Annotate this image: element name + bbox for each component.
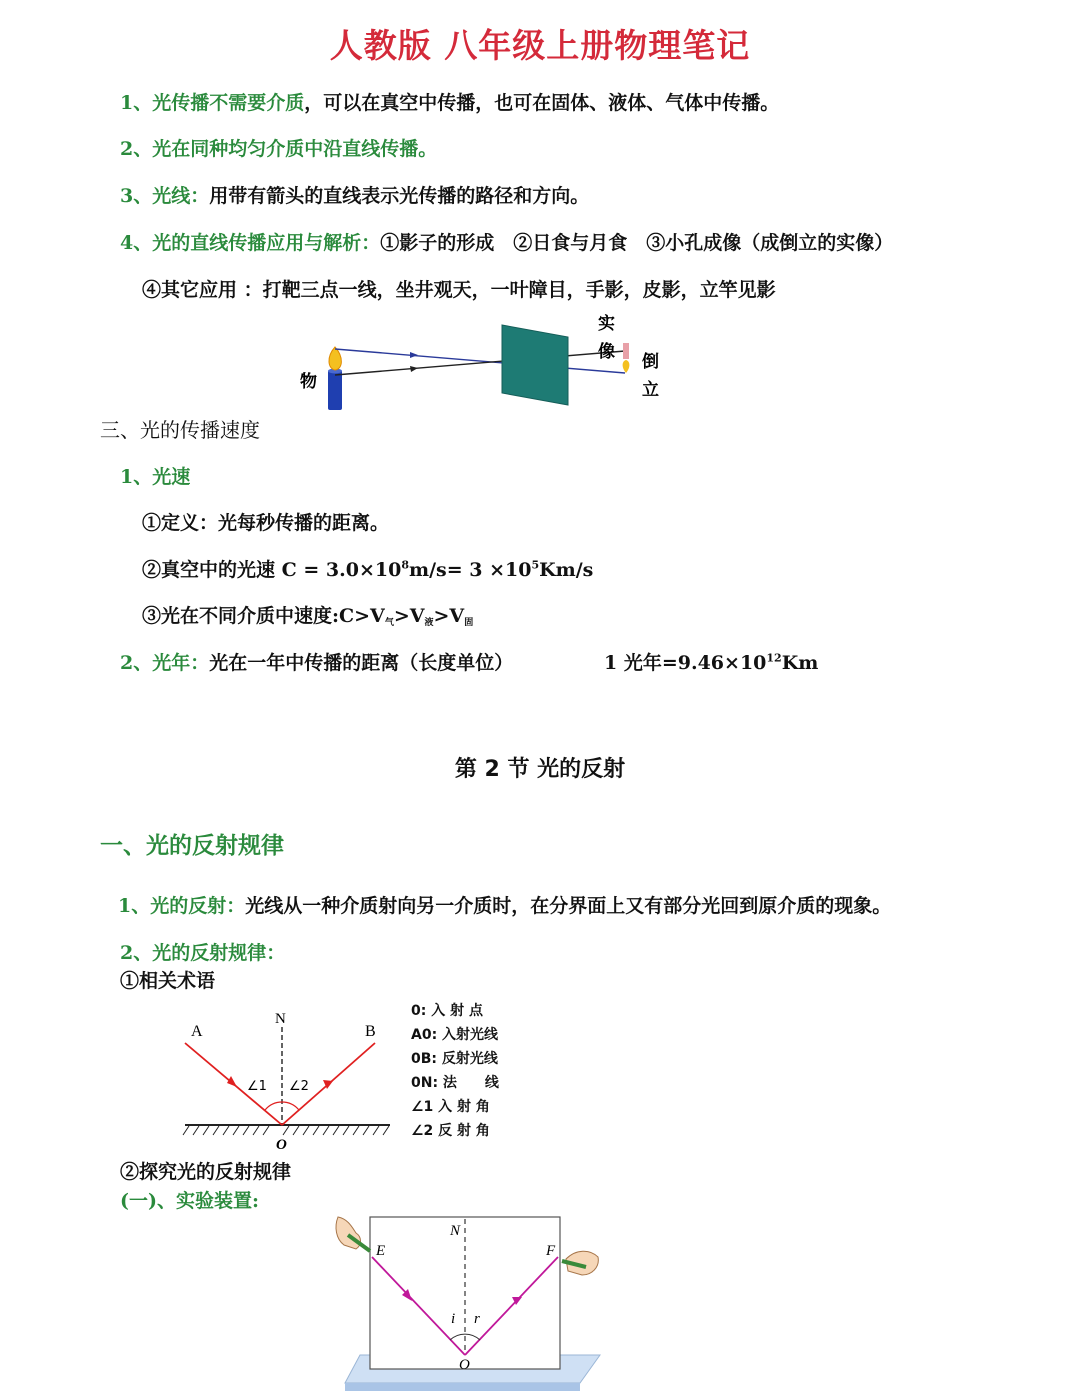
pinhole-diagram <box>290 305 690 425</box>
vacuum-exp1: 8 <box>401 558 409 572</box>
candle-body <box>328 370 342 410</box>
item-2 <box>120 134 437 161</box>
speed-head: 1、光速 <box>120 466 191 488</box>
legend-5: ∠2 反 射 角 <box>411 1123 490 1139</box>
legend-3: 0N: 法 线 <box>411 1075 499 1091</box>
item-4-body: ①影子的形成 ②日食与月食 ③小孔成像（成倒立的实像） <box>380 232 894 254</box>
inverted-label-2: 立 <box>642 380 659 400</box>
speed-media <box>142 601 473 628</box>
media-gt1: >V <box>393 605 425 627</box>
reflection-heading: 一、光的反射规律 <box>100 833 284 859</box>
incident-arrow <box>227 1076 237 1087</box>
reflection-def-body: 光线从一种介质射向另一介质时，在分界面上又有部分光回到原介质的现象。 <box>245 895 892 917</box>
speed-vacuum <box>142 555 593 582</box>
label-angle2: ∠2 <box>289 1079 309 1094</box>
image-body <box>623 343 629 359</box>
image-label-2: 像 <box>598 342 615 362</box>
exp-label-n: N <box>450 1223 461 1239</box>
item-4-other <box>142 275 776 302</box>
item-4-other-body: ④其它应用 ：打靶三点一线，坐井观天，一叶障目，手影，皮影，立竿见影 <box>142 279 776 301</box>
label-angle1: ∠1 <box>247 1079 267 1094</box>
item-1-head: 1、光传播不需要介质 <box>120 92 305 114</box>
item-1 <box>120 88 779 115</box>
media-sub-solid: 固 <box>464 618 474 628</box>
label-a: A <box>191 1023 203 1040</box>
media-sub-gas: 气 <box>384 618 394 628</box>
reflection-law-head: 2、光的反射规律： <box>120 942 286 964</box>
label-n: N <box>275 1011 286 1027</box>
speed-def: ①定义：光每秒传播的距离。 <box>142 512 390 534</box>
vacuum-mid: m/s= 3 ×10 <box>408 559 532 581</box>
item-4 <box>120 228 893 255</box>
ray-upper <box>335 349 625 373</box>
setup-head: (一)、实验装置: <box>120 1190 259 1212</box>
terms-head: ①相关术语 <box>120 970 216 992</box>
label-b: B <box>365 1023 376 1040</box>
ray-arrow-1 <box>410 352 418 358</box>
left-hand-icon <box>336 1217 370 1251</box>
explore-head: ②探究光的反射规律 <box>120 1161 292 1183</box>
lightyear-value <box>604 648 818 675</box>
legend-1: A0: 入射光线 <box>411 1027 499 1043</box>
mirror-front <box>345 1383 580 1391</box>
lightyear-unit: Km <box>781 652 819 674</box>
exp-label-o: O <box>459 1357 470 1373</box>
section3-title: 三、光的传播速度 <box>100 418 260 442</box>
mirror-hatching <box>183 1126 389 1135</box>
item-3-head: 3、光线： <box>120 185 210 207</box>
legend-0: 0: 入 射 点 <box>411 1003 483 1019</box>
lightyear-exp: 12 <box>766 651 782 665</box>
flame-icon <box>329 347 341 370</box>
reflection-diagram <box>175 1005 400 1155</box>
item-2-head: 2、光在同种均匀介质中沿直线传播。 <box>120 138 438 160</box>
media-gt2: >V <box>433 605 465 627</box>
object-label: 物 <box>300 372 317 392</box>
ray-arrow-2 <box>410 366 418 372</box>
item-1-body: ，可以在真空中传播，也可在固体、液体、气体中传播。 <box>304 92 780 114</box>
item-4-head: 4、光的直线传播应用与解析： <box>120 232 381 254</box>
media-prefix: ③光在不同介质中速度:C>V <box>142 605 385 627</box>
reflection-def-head: 1、光的反射： <box>118 895 246 917</box>
ray-lower <box>335 351 625 375</box>
inverted-label-1: 倒 <box>642 352 659 372</box>
vacuum-suffix: Km/s <box>539 559 594 581</box>
vacuum-prefix: ②真空中的光速 C = 3.0×10 <box>142 559 402 581</box>
item-3-body: 用带有箭头的直线表示光传播的路径和方向。 <box>209 185 590 207</box>
experiment-diagram <box>330 1205 610 1395</box>
lightyear-line <box>120 648 513 675</box>
exp-label-f: F <box>546 1243 556 1259</box>
reflection-def <box>118 891 891 918</box>
legend-4: ∠1 入 射 角 <box>411 1099 490 1115</box>
vacuum-exp2: 5 <box>531 558 540 572</box>
pinhole-screen <box>502 325 568 405</box>
page-title: 人教版 八年级上册物理笔记 <box>329 26 751 65</box>
lightyear-body: 光在一年中传播的距离（长度单位） <box>209 652 514 674</box>
exp-label-e: E <box>376 1243 386 1259</box>
lightyear-head: 2、光年： <box>120 652 210 674</box>
exp-label-i: i <box>451 1311 456 1327</box>
label-o: O <box>276 1137 287 1153</box>
lightyear-value-prefix: 1 光年=9.46×10 <box>604 652 767 674</box>
legend-2: 0B: 反射光线 <box>411 1051 498 1067</box>
section-title: 第 2 节 光的反射 <box>454 757 626 782</box>
image-label-1: 实 <box>598 314 615 334</box>
image-flame-icon <box>623 360 630 373</box>
media-sub-liquid: 液 <box>424 618 434 628</box>
right-hand-icon <box>562 1251 598 1275</box>
item-3 <box>120 181 589 208</box>
exp-label-r: r <box>474 1311 480 1327</box>
